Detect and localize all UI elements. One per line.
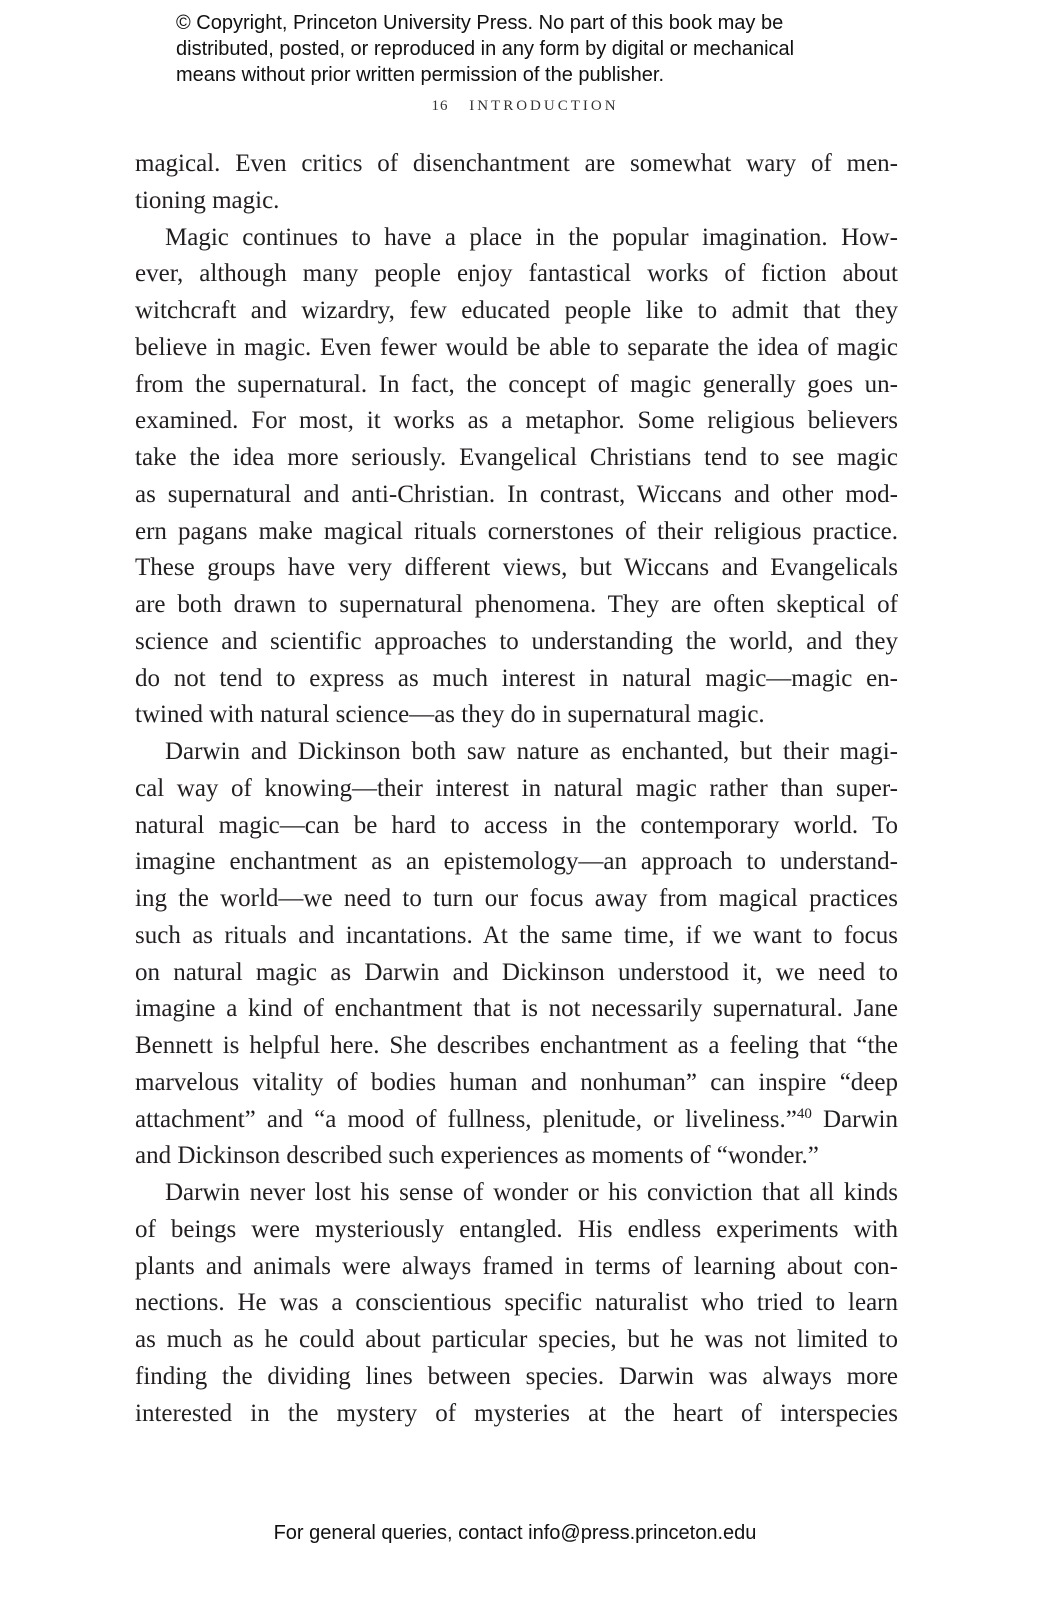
text-line: finding the dividing lines between species. Darwin was always more [135, 1362, 898, 1390]
page-number: 16 [431, 98, 449, 114]
text-line: marvelous vitality of bodies human and nonhuman” can inspire “deep [135, 1068, 898, 1096]
text-line: natural magic—can be hard to access in the contemporary world. To [135, 811, 898, 839]
copyright-line: © Copyright, Princeton University Press. No part of this book may be [176, 12, 784, 34]
text-line: take the idea more seriously. Evangelical Christians tend to see magic [135, 444, 898, 471]
text-line: science and scientific approaches to understanding the world, and they [135, 627, 898, 655]
text-line: examined. For most, it works as a metaphor. Some religious believers [135, 407, 898, 435]
footnote-marker[interactable]: 40 [796, 1105, 812, 1122]
text-line: such as rituals and incantations. At the same time, if we want to focus [135, 921, 898, 949]
text-line: from the supernatural. In fact, the concept of magic generally goes un- [135, 370, 898, 398]
text-line: are both drawn to supernatural phenomena. They are often skeptical of [135, 591, 898, 618]
text-line: and Dickinson described such experiences as moments of “wonder.” [135, 1142, 819, 1170]
footer-contact: For general queries, contact info@press.princeton.edu [273, 1522, 757, 1544]
running-head [0, 98, 1050, 115]
text-line [135, 1102, 898, 1139]
text-line: as much as he could about particular species, but he was not limited to [135, 1326, 898, 1353]
text-line: as supernatural and anti-Christian. In contrast, Wiccans and other mod- [135, 480, 898, 508]
text-line: do not tend to express as much interest in natural magic—magic en- [135, 664, 898, 692]
text-line: nections. He was a conscientious specific naturalist who tried to learn [135, 1289, 898, 1317]
text-line: plants and animals were always framed in terms of learning about con- [135, 1252, 898, 1280]
text-span: Darwin [811, 1105, 898, 1133]
paragraph [135, 734, 898, 1175]
copyright-line: means without prior written permission of the publisher. [176, 64, 665, 86]
text-line: imagine enchantment as an epistemology—an approach to understand- [135, 848, 898, 876]
text-line: cal way of knowing—their interest in natural magic rather than super- [135, 774, 898, 802]
text-line: imagine a kind of enchantment that is not necessarily supernatural. Jane [135, 995, 898, 1023]
text-line: interested in the mystery of mysteries at the heart of interspecies [135, 1399, 898, 1427]
text-line: twined with natural science—as they do in supernatural magic. [135, 701, 765, 729]
text-line: on natural magic as Darwin and Dickinson understood it, we need to [135, 958, 898, 986]
text-line: tioning magic. [135, 186, 280, 214]
text-line: ever, although many people enjoy fantastical works of fiction about [135, 260, 898, 288]
text-line: magical. Even critics of disenchantment are somewhat wary of men- [135, 150, 898, 177]
copyright-line: distributed, posted, or reproduced in any form by digital or mechanical [176, 38, 795, 60]
text-line: Bennett is helpful here. She describes enchantment as a feeling that “the [135, 1032, 898, 1059]
copyright-notice [176, 10, 794, 88]
paragraph [135, 146, 898, 220]
text-line: Magic continues to have a place in the popular imagination. How- [165, 223, 898, 251]
chapter-title: INTRODUCTION [469, 98, 619, 114]
body-text [135, 146, 898, 1432]
text-line: Darwin never lost his sense of wonder or his conviction that all kinds [165, 1179, 898, 1206]
paragraph [135, 220, 898, 735]
paragraph [135, 1175, 898, 1432]
text-line: ern pagans make magical rituals cornerstones of their religious practice. [135, 517, 898, 545]
text-line: These groups have very different views, but Wiccans and Evangelicals [135, 554, 898, 582]
text-line: ing the world—we need to turn our focus away from magical practices [135, 885, 898, 912]
text-line: of beings were mysteriously entangled. His endless experiments with [135, 1215, 898, 1243]
text-line: believe in magic. Even fewer would be able to separate the idea of magic [135, 333, 898, 361]
text-line: Darwin and Dickinson both saw nature as enchanted, but their magi- [165, 738, 898, 765]
text-line: witchcraft and wizardry, few educated people like to admit that they [135, 297, 898, 324]
text-span: attachment” and “a mood of fullness, plenitude, or liveliness.” [135, 1105, 797, 1133]
